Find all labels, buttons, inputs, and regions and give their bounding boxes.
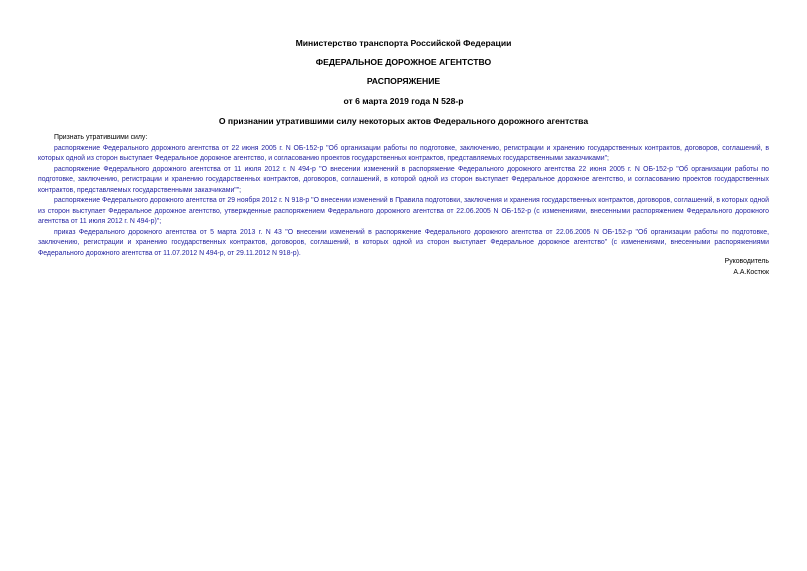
list-item — [38, 165, 769, 197]
date-number-heading: от 6 марта 2019 года N 528-р — [343, 96, 464, 106]
signature-position: Руководитель — [724, 258, 769, 265]
item-link-2[interactable]: распоряжение Федерального дорожного агентства от 11 июля 2012 г. N 494-р "О внесении изменений в распоряжение Федерального дорожного агентства 22 июня 2005 г. N ОБ-152-р "Об организации работы по подготовке, заключению, регистрации и хранению государственных контрактов, договоров, соглашений, в которой одной из сторон выступает Федеральное дорожное агентство, и согласованию проектов государственных контрактов, представляемых государственными заказчиками""; — [38, 165, 769, 194]
agency-heading: ФЕДЕРАЛЬНОЕ ДОРОЖНОЕ АГЕНТСТВО — [315, 57, 492, 67]
item-link-3[interactable]: распоряжение Федерального дорожного агентства от 29 ноября 2012 г. N 918-р "О внесении изменений в Правила подготовки, заключения и хранения государственных контрактов, договоров, соглашений, в которых одной из сторон выступает Федеральное дорожное агентство, утвержденные распоряжением Федерального дорожного агентства от 22.06.2005 N ОБ-152-р (с изменениями, внесенными распоряжением Федерального дорожного агентства от 11 июля 2012 г. N 494-р)"; — [38, 197, 769, 225]
list-item — [38, 228, 769, 260]
document-body — [38, 133, 769, 259]
item-link-4[interactable]: приказ Федерального дорожного агентства от 5 марта 2013 г. N 43 "О внесении изменений в распоряжение Федерального дорожного агентства от 22.06.2005 N ОБ-152-р "Об организации работы по подготовке, заключению, регистрации и хранению государственных контрактов, договоров, соглашений, в которых одной из сторон выступает Федеральное дорожное агентство" (с изменениями, внесенными распоряжениями Федерального дорожного агентства от 11.07.2012 N 494-р, от 29.11.2012 N 918-р). — [38, 228, 769, 257]
intro-text: Признать утратившими силу: — [54, 134, 148, 141]
doc-type-heading: РАСПОРЯЖЕНИЕ — [366, 76, 441, 86]
list-item — [38, 196, 769, 228]
document-title: О признании утратившими силу некоторых актов Федерального дорожного агентства — [218, 116, 589, 126]
ministry-heading: Министерство транспорта Российской Федерации — [295, 38, 512, 48]
signature-name: А.А.Костюк — [733, 268, 769, 276]
item-link-1[interactable]: распоряжение Федерального дорожного агентства от 22 июня 2005 г. N ОБ-152-р "Об организации работы по подготовке, заключению, регистрации и хранению государственных контрактов, договоров, соглашений, в которых одной из сторон выступает Федеральное дорожное агентство, и согласованию проектов государственных контрактов, представляемых государственными заказчиками"; — [38, 144, 769, 162]
signature-block — [725, 257, 769, 278]
list-item — [38, 144, 769, 165]
